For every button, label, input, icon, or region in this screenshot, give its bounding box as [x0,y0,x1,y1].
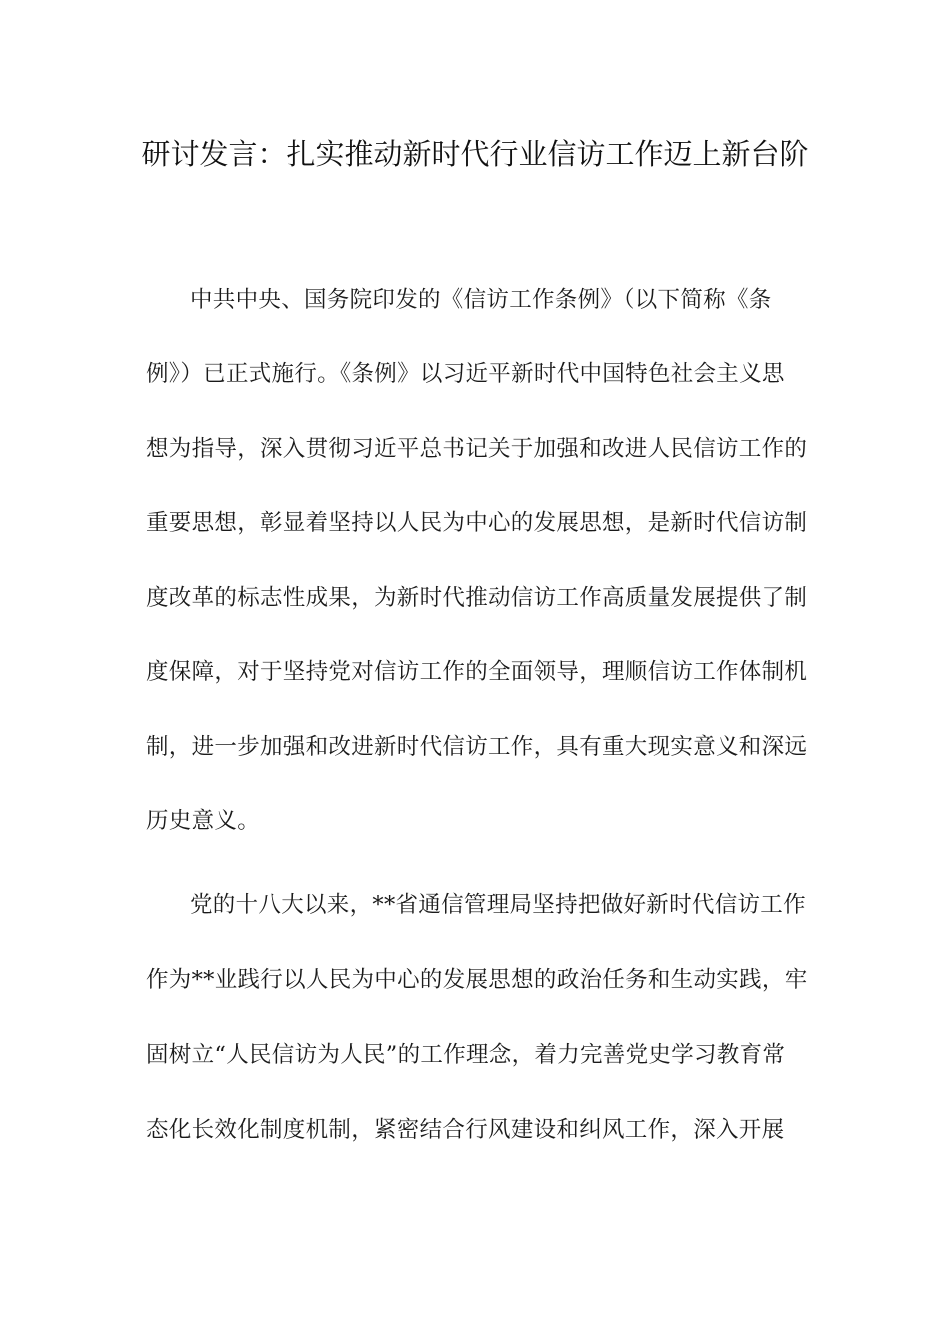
paragraph-1-line-6: 度保障，对于坚持党对信访工作的全面领导，理顺信访工作体制机 [146,659,808,685]
paragraph-1-line-4: 重要思想，彰显着坚持以人民为中心的发展思想，是新时代信访制 [146,510,808,536]
paragraph-2-line-2: 作为**业践行以人民为中心的发展思想的政治任务和生动实践，牢 [146,967,808,993]
paragraph-1-line-3: 想为指导，深入贯彻习近平总书记关于加强和改进人民信访工作的 [146,436,808,462]
paragraph-1-line-8: 历史意义。 [146,808,261,834]
paragraph-1-line-2: 例》）已正式施行。《条例》以习近平新时代中国特色社会主义思 [146,361,785,387]
paragraph-2-line-1: 党的十八大以来，**省通信管理局坚持把做好新时代信访工作 [190,892,806,918]
document-title: 研讨发言：扎实推动新时代行业信访工作迈上新台阶 [141,137,809,171]
paragraph-2-line-4: 态化长效化制度机制，紧密结合行风建设和纠风工作，深入开展 [146,1117,785,1143]
paragraph-1-line-1: 中共中央、国务院印发的《信访工作条例》（以下简称《条 [190,287,772,313]
paragraph-1-line-7: 制，进一步加强和改进新时代信访工作，具有重大现实意义和深远 [146,734,808,760]
paragraph-1-line-5: 度改革的标志性成果，为新时代推动信访工作高质量发展提供了制 [146,585,808,611]
paragraph-2-line-3: 固树立“人民信访为人民”的工作理念，着力完善党史学习教育常 [146,1042,786,1068]
